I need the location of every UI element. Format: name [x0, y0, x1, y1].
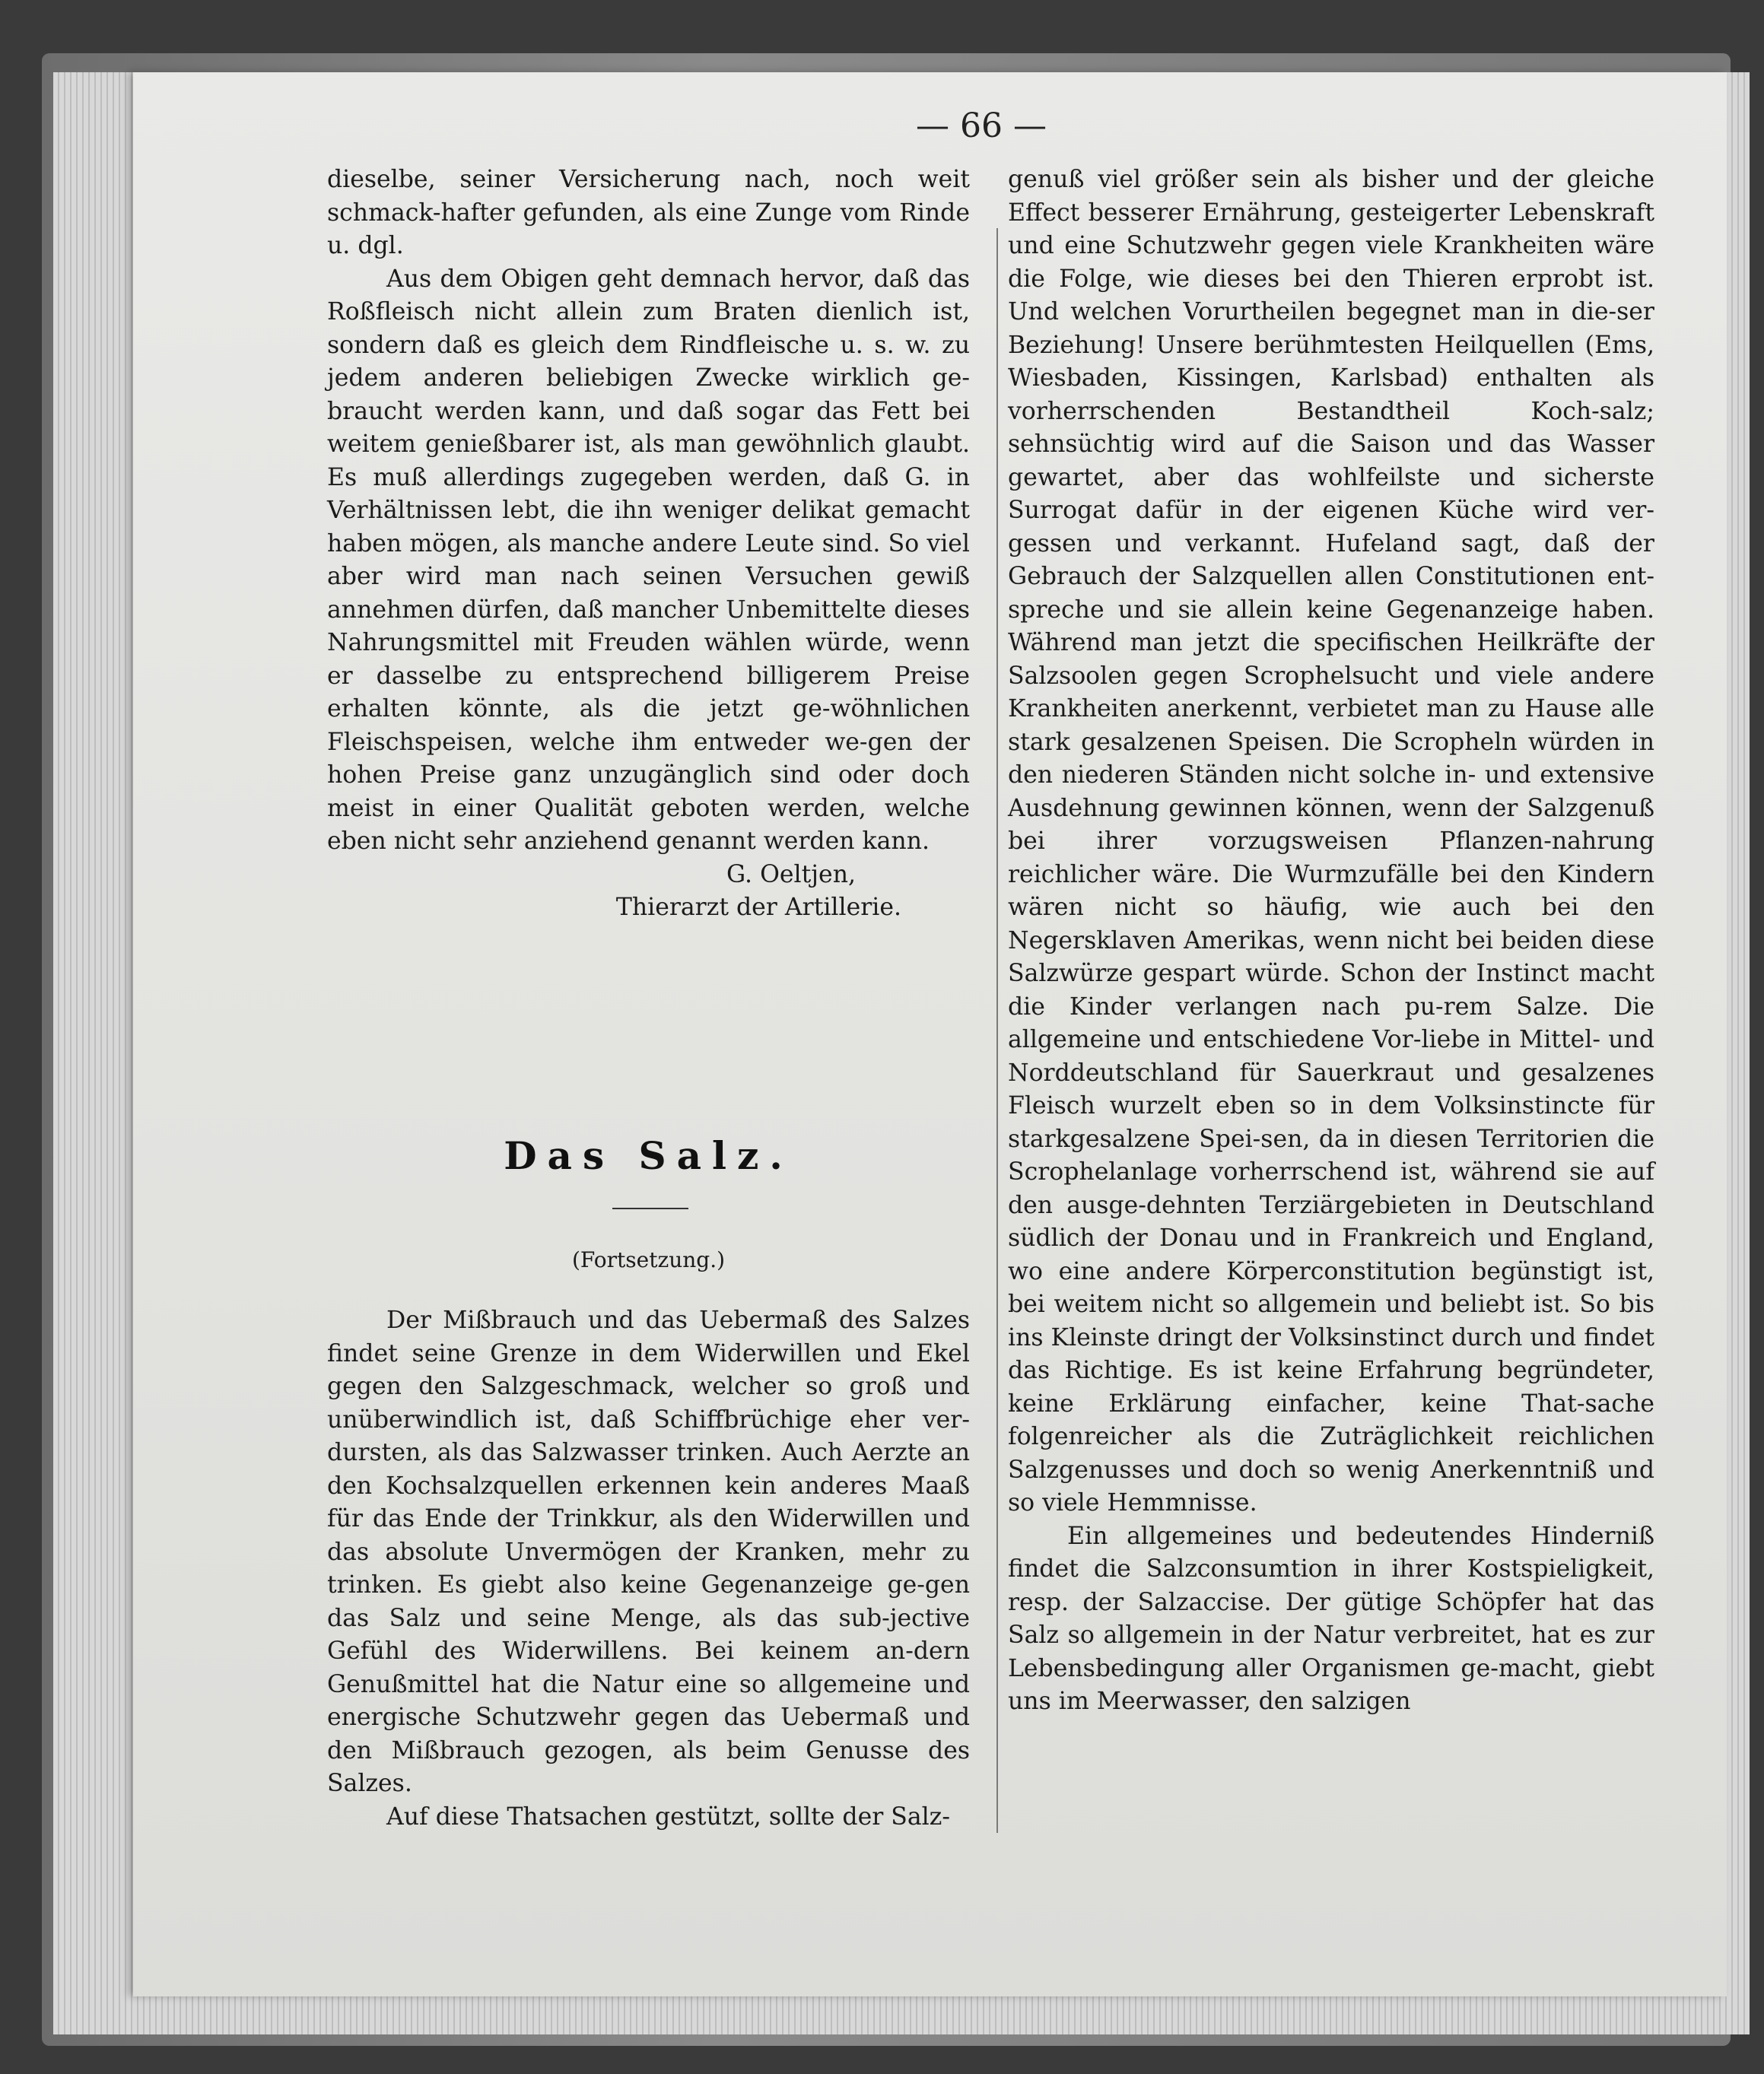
paragraph: Aus dem Obigen geht demnach hervor, daß das Roßfleisch nicht allein zum Braten dienlich ist, sondern daß es gleich dem Rindfleische u. s. w. zu jedem anderen beliebigen Zwecke wirklich ge-braucht werden kann, und daß sogar das Fett bei weitem genießbarer ist, als man gewöhnlich glaubt. Es muß allerdings zugegeben werden, daß G. in Verhältnissen lebt, die ihn weniger delikat gemacht haben mögen, als manche andere Leute sind. So viel aber wird man nach seinen Versuchen gewiß annehmen dürfen, daß mancher Unbemittelte dieses Nahrungsmittel mit Freuden wählen würde, wenn er dasselbe zu entsprechend billigerem Preise erhalten könnte, als die jetzt ge-wöhnlichen Fleischspeisen, welche ihm entweder we-gen der hohen Preise ganz unzugänglich sind oder doch meist in einer Qualität geboten werden, welche eben nicht sehr anziehend genannt werden kann. — [327, 265, 970, 855]
left-column-section — [327, 1304, 970, 1834]
continuation-note: (Fortsetzung.) — [571, 1247, 726, 1272]
paragraph: Ein allgemeines und bedeutendes Hinderniß findet die Salzconsumtion in ihrer Kostspieligkeit, resp. der Salzaccise. Der gütige Schöpfer hat das Salz so allgemein in der Natur verbreitet, hat es zur Lebensbedingung aller Organismen ge-macht, giebt uns im Meerwasser, den salzigen — [1008, 1522, 1654, 1715]
section-heading: Das Salz. — [504, 1133, 793, 1178]
right-column — [1008, 164, 1654, 1719]
column-divider — [996, 228, 998, 1833]
paragraph: Auf diese Thatsachen gestützt, sollte der Salz- — [386, 1802, 950, 1831]
signature-title: Thierarzt der Artillerie. — [615, 894, 901, 921]
paragraph: dieselbe, seiner Versicherung nach, noch weit schmack-hafter gefunden, als eine Zunge vom Rinde u. dgl. — [327, 166, 970, 259]
left-column — [327, 164, 970, 925]
page-number: — 66 — — [916, 106, 1047, 145]
paragraph: genuß viel größer sein als bisher und der gleiche Effect besserer Ernährung, gesteigerter Lebenskraft und eine Schutzwehr gegen viele Krankheiten wäre die Folge, wie dieses bei den Thieren erprobt ist. Und welchen Vorurtheilen begegnet man in die-ser Beziehung! Unsere berühmtesten Heilquellen (Ems, Wiesbaden, Kissingen, Karlsbad) enthalten als vorherrschenden Bestandtheil Koch-salz; sehnsüchtig wird auf die Saison und das Wasser gewartet, aber das wohlfeilste und sicherste Surrogat dafür in der eigenen Küche wird ver-gessen und verkannt. Hufeland sagt, daß der Gebrauch der Salzquellen allen Constitutionen ent-spreche und sie allein keine Gegenanzeige haben. Während man jetzt die specifischen Heilkräfte der Salzsoolen gegen Scrophelsucht und viele andere Krankheiten anerkennt, verbietet man zu Hause alle stark gesalzenen Speisen. Die Scropheln würden in den niederen Ständen nicht solche in- und extensive Ausdehnung gewinnen können, wenn der Salzgenuß bei ihrer vorzugsweisen Pflanzen-nahrung reichlicher wäre. Die Wurmzufälle bei den Kindern wären nicht so häufig, wie auch bei den Negersklaven Amerikas, wenn nicht bei beiden diese Salzwürze gespart würde. Schon der Instinct macht die Kinder verlangen nach pu-rem Salze. Die allgemeine und entschiedene Vor-liebe in Mittel- und Norddeutschland für Sauerkraut und gesalzenes Fleisch wurzelt eben so in dem Volksinstincte für starkgesalzene Spei-sen, da in diesen Territorien die Scrophelanlage vorherrschend ist, während sie auf den ausge-dehnten Terziärgebieten in Deutschland südlich der Donau und in Frankreich und England, wo eine andere Körperconstitution begünstigt ist, bei weitem nicht so allgemein und beliebt ist. So bis ins Kleinste dringt der Volksinstinct durch und findet das Richtige. Es ist keine Erfahrung begründeter, keine Erklärung einfacher, keine That-sache folgenreicher als die Zuträglichkeit reichlichen Salzgenusses und doch so wenig Anerkenntniß und so viele Hemmnisse. — [1008, 166, 1654, 1517]
heading-rule — [612, 1208, 688, 1209]
signature-name: G. Oeltjen, — [726, 860, 856, 888]
paragraph: Der Mißbrauch und das Uebermaß des Salzes findet seine Grenze in dem Widerwillen und Ekel gegen den Salzgeschmack, welcher so groß und unüberwindlich ist, daß Schiffbrüchige eher ver-dursten, als das Salzwasser trinken. Auch Aerzte an den Kochsalzquellen erkennen kein anderes Maaß für das Ende der Trinkkur, als den Widerwillen und das absolute Unvermögen der Kranken, mehr zu trinken. Es giebt also keine Gegenanzeige ge-gen das Salz und seine Menge, als das sub-jective Gefühl des Widerwillens. Bei keinem an-dern Genußmittel hat die Natur eine so allgemeine und energische Schutzwehr gegen das Uebermaß und den Mißbrauch gezogen, als beim Genusse des Salzes. — [327, 1307, 970, 1797]
